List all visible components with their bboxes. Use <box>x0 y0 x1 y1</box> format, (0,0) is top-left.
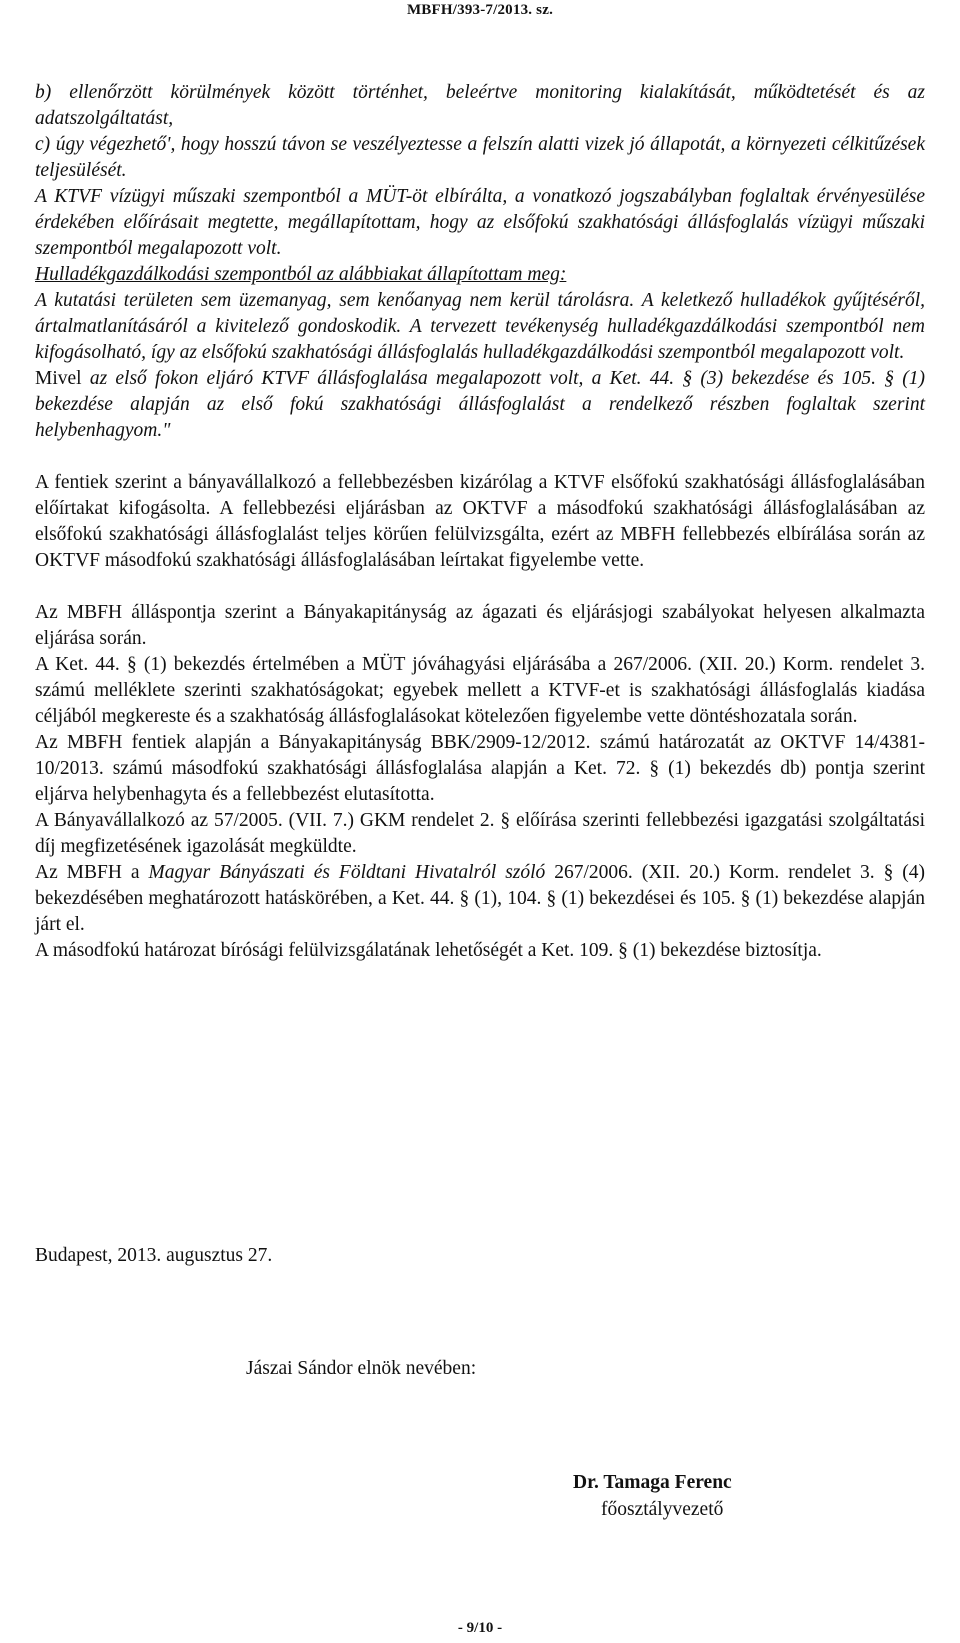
place-date: Budapest, 2013. augusztus 27. <box>35 1245 273 1266</box>
quote-paragraph-ktvf-water: A KTVF vízügyi műszaki szempontból a MÜT-öt elbírálta, a vonatkozó jogszabályban foglaltak érvényesülése érdekében előírásait megtette, megállapítottam, hogy az elsőfokú szakhatósági állásfoglalás vízügyi műszaki szempontból megalapozott volt. <box>35 186 925 259</box>
quote-conclusion-lead: Mivel <box>35 368 82 389</box>
regulation-title: Magyar Bányászati és Földtani Hivatalról szóló <box>148 862 546 883</box>
paragraph-judicial-review: A másodfokú határozat bírósági felülvizsgálatának lehetőségét a Ket. 109. § (1) bekezdése biztosítja. <box>35 940 822 961</box>
paragraph-ket-44: A Ket. 44. § (1) bekezdés értelmében a MÜT jóváhagyási eljárásába a 267/2006. (XII. 20.) Korm. rendelet 3. számú melléklete szerinti szakhatóságokat; egyebek mellett a KTVF-et is szakhatósági állásfoglalás kiadása céljából megkereste és a szakhatóság állásfoglalásokat kötelezően figyelembe vette döntéshozatala során. <box>35 654 925 727</box>
paragraph-competence: Az MBFH a Magyar Bányászati és Földtani Hivatalról szóló 267/2006. (XII. 20.) Korm. rendelet 3. § (4) bekezdésében meghatározott hatáskörében, a Ket. 44. § (1), 104. § (1) bekezdései és 105. § (1) bekezdése alapján járt el. <box>35 862 925 935</box>
quote-conclusion-text: az első fokon eljáró KTVF állásfoglalása megalapozott volt, a Ket. 44. § (3) bekezdése és 105. § (1) bekezdése alapján az első fokú szakhatósági állásfoglalást a rendelkező részben foglaltak szerint helybenhagyom." <box>35 368 925 441</box>
quote-paragraph-waste: A kutatási területen sem üzemanyag, sem kenőanyag nem kerül tárolásra. A keletkező hulladékok gyűjtéséről, ártalmatlanításáról a kivitelező gondoskodik. A tervezett tevékenység hulladékgazdálkodási szempontból nem kifogásolható, így az elsőfokú szakhatósági állásfoglalás hulladékgazdálkodási szempontból megalapozott volt. <box>35 290 925 363</box>
paragraph-fee: A Bányavállalkozó az 57/2005. (VII. 7.) GKM rendelet 2. § előírása szerinti fellebbezési igazgatási szolgáltatási díj megfizetésének igazolását megküldte. <box>35 810 925 857</box>
quote-paragraph-c: c) úgy végezhető', hogy hosszú távon se veszélyeztesse a felszín alatti vizek jó állapotát, a környezeti célkitűzések teljesülését. <box>35 134 925 181</box>
document-reference: MBFH/393-7/2013. sz. <box>406 2 554 18</box>
document-body <box>35 80 925 964</box>
paragraph-gap <box>35 574 925 600</box>
signature-on-behalf: Jászai Sándor elnök nevében: <box>246 1358 477 1379</box>
quote-paragraph-conclusion <box>35 366 925 444</box>
paragraph-mbfh-position: Az MBFH álláspontja szerint a Bányakapitányság az ágazati és eljárásjogi szabályokat helyesen alkalmazta eljárása során. <box>35 602 925 649</box>
page-number: - 9/10 - <box>457 1620 503 1636</box>
signer-name: Dr. Tamaga Ferenc <box>573 1472 732 1493</box>
signer-title: főosztályvezető <box>601 1499 724 1520</box>
paragraph-appeal-summary: A fentiek szerint a bányavállalkozó a fellebbezésben kizárólag a KTVF elsőfokú szakhatósági állásfoglalásában előírtakat kifogásolta. A fellebbezési eljárásban az OKTVF a másodfokú szakhatósági állásfoglalásában az elsőfokú szakhatósági állásfoglalást teljes körűen felülvizsgálta, ezért az MBFH fellebbezés elbírálása során az OKTVF másodfokú szakhatósági állásfoglalásában leírtakat figyelembe vette. <box>35 472 925 571</box>
paragraph-gap <box>35 444 925 470</box>
quote-paragraph-b: b) ellenőrzött körülmények között történhet, beleértve monitoring kialakítását, működtetését és az adatszolgáltatást, <box>35 82 925 129</box>
quote-waste-heading: Hulladékgazdálkodási szempontból az alábbiakat állapítottam meg: <box>35 264 567 285</box>
paragraph-decision: Az MBFH fentiek alapján a Bányakapitányság BBK/2909-12/2012. számú határozatát az OKTVF 14/4381-10/2013. számú másodfokú szakhatósági állásfoglalása alapján a Ket. 72. § (1) bekezdés db) pontja szerint eljárva helybenhagyta és a fellebbezést elutasította. <box>35 732 925 805</box>
